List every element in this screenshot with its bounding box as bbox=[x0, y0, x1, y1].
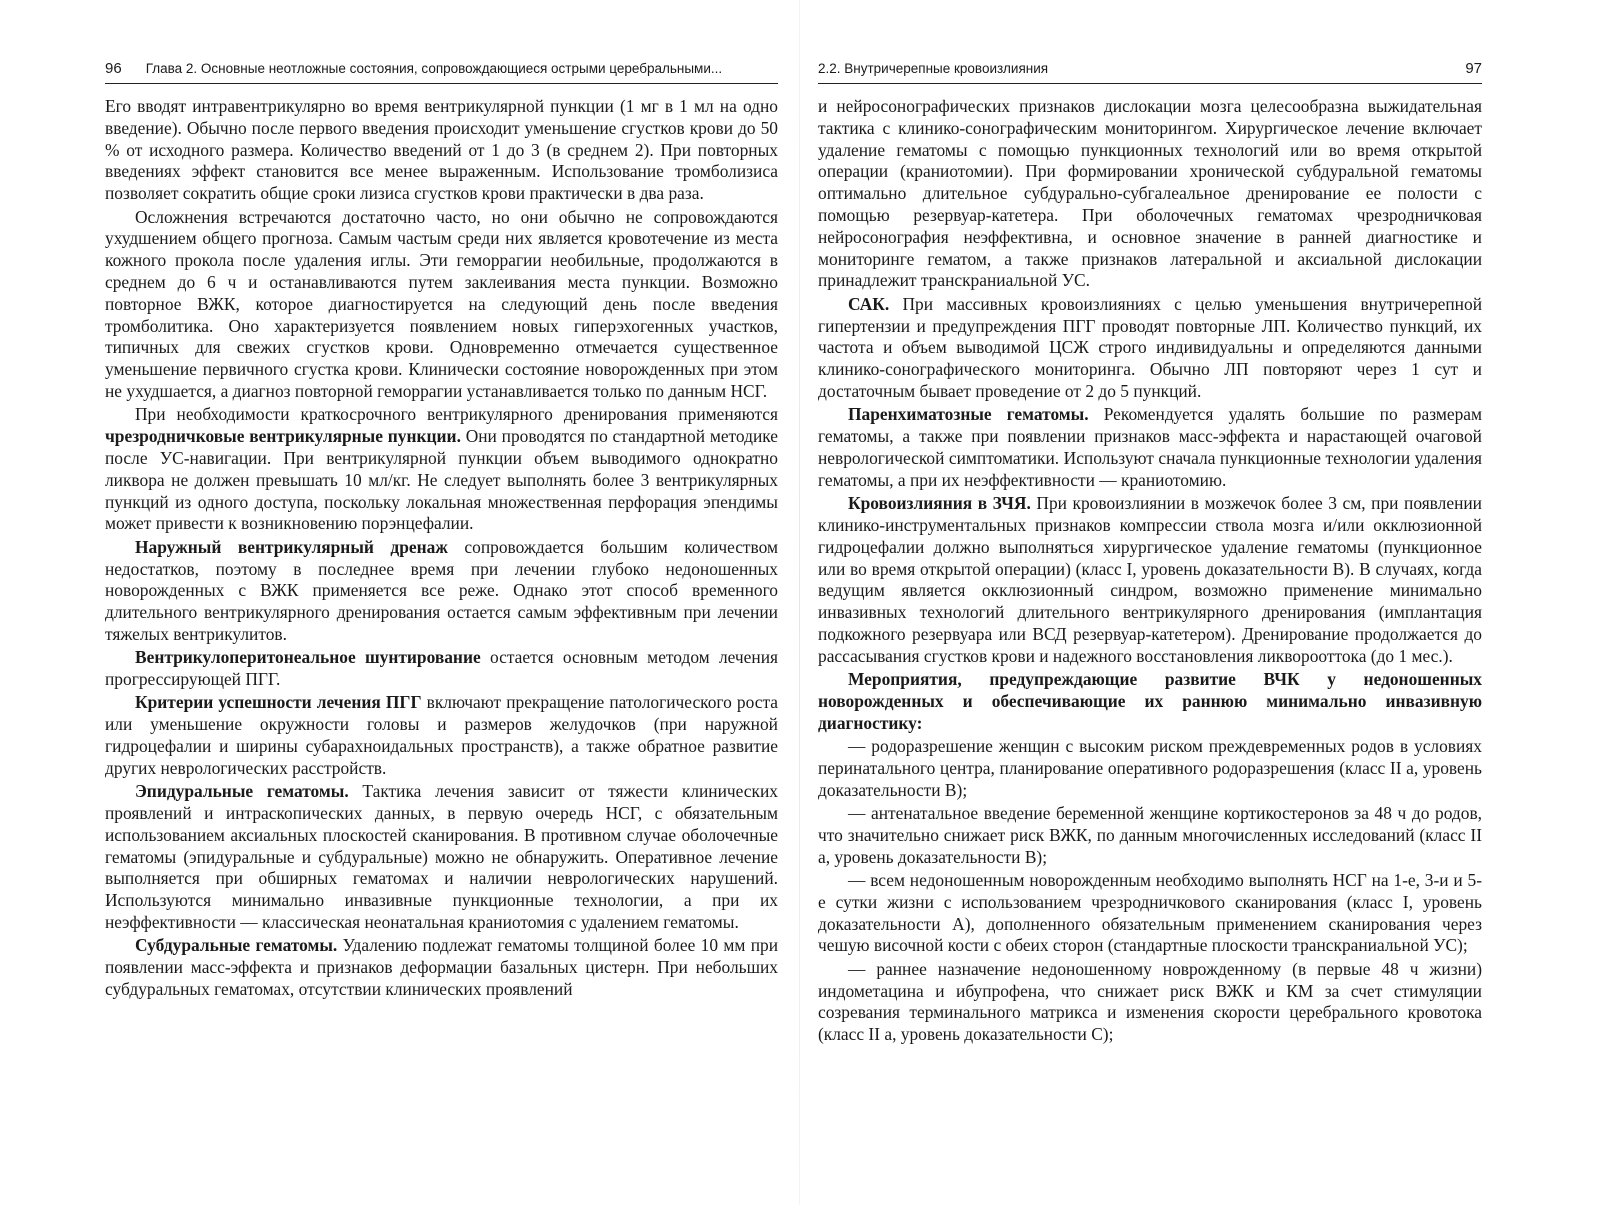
paragraph: Мероприятия, предупреждающие развитие ВЧК у недоношенных новорожденных и обеспечивающие их раннюю минимально инвазивную диагностику: bbox=[818, 669, 1482, 733]
right-page-header bbox=[818, 60, 1482, 84]
page-number: 96 bbox=[105, 60, 122, 77]
right-page bbox=[800, 0, 1600, 1205]
paragraph: При необходимости краткосрочного вентрикулярного дренирования применяются чрезродничковые вентрикулярные пункции. Они проводятся по стандартной методике после УС-навигации. При вентрикулярной пункции объем выводимого однократно ликвора не должен превышать 10 мл/кг. Не следует выполнять более 3 вентрикулярных пункций из одного доступа, поскольку локальная множественная перфорация эпендимы может привести к возникновению порэнцефалии. bbox=[105, 404, 778, 534]
left-page-body bbox=[105, 96, 778, 1001]
paragraph: Осложнения встречаются достаточно часто, но они обычно не сопровождаются ухудшением общего прогноза. Самым частым среди них является кровотечение из места кожного прокола после удаления иглы. Эти геморрагии необильные, продолжаются в среднем до 6 ч и останавливаются путем заклеивания места пункции. Возможно повторное ВЖК, которое диагностируется на следующий день после введения тромболитика. Оно характеризуется появлением новых гиперэхогенных участков, типичных для свежих сгустков крови. Одновременно отмечается существенное уменьшение первичного сгустка крови. Клинически состояние новорожденных при этом не ухудшается, а диагноз повторной геморрагии устанавливается только по данным НСГ. bbox=[105, 206, 778, 401]
list-item: — раннее назначение недоношенному новрожденному (в первые 48 ч жизни) индометацина и ибупрофена, что снижает риск ВЖК и КМ за счет стимуляции созревания терминального матрикса и изменения скорости церебрального кровотока (класс II а, уровень доказательности С); bbox=[818, 958, 1482, 1045]
running-head: Глава 2. Основные неотложные состояния, сопровождающиеся острыми церебральными... bbox=[145, 61, 723, 76]
running-head: 2.2. Внутричерепные кровоизлияния bbox=[818, 61, 1049, 76]
paragraph: Критерии успешности лечения ПГГ включают прекращение патологического роста или уменьшение окружности головы и размеров желудочков (при наружной гидроцефалии и ширины субарахноидальных пространств), а также обратное развитие других неврологических расстройств. bbox=[105, 692, 778, 778]
list-item: — антенатальное введение беременной женщине кортикостеронов за 48 ч до родов, что значительно снижает риск ВЖК, по данным многочисленных исследований (класс II а, уровень доказательности В); bbox=[818, 803, 1482, 867]
paragraph: Наружный вентрикулярный дренаж сопровождается большим количеством недостатков, поэтому в последнее время при лечении глубоко недоношенных новорожденных с ВЖК применяется все реже. Однако этот способ временного длительного вентрикулярного дренирования остается самым эффективным при лечении тяжелых вентрикулитов. bbox=[105, 536, 778, 644]
paragraph: и нейросонографических признаков дислокации мозга целесообразна выжидательная тактика с клинико-сонографическим мониторингом. Хирургическое лечение включает удаление гематомы с помощью пункционных технологий или во время открытой операции (краниотомии). При формировании хронической субдуральной гематомы оптимально длительное субдурально-субгалеальное дренирование ее полости с помощью резервуар-катетера. При оболочечных гематомах чрезродничковая нейросонография неэффективна, и основное значение в ранней диагностике и мониторинге гематом, а также признаков латеральной и аксиальной дислокации принадлежит транскраниальной УС. bbox=[818, 96, 1482, 291]
left-page-header bbox=[105, 60, 778, 84]
list-item: — всем недоношенным новорожденным необходимо выполнять НСГ на 1-е, 3-и и 5-е сутки жизни с использованием чрезродничкового сканирования (класс I, уровень доказательности А), дополненного обязательным применением сканирования через чешую височной кости с обеих сторон (стандартные плоскости транскраниальной УС); bbox=[818, 870, 1482, 956]
paragraph: Субдуральные гематомы. Удалению подлежат гематомы толщиной более 10 мм при появлении масс-эффекта и признаков деформации базальных цистерн. При небольших субдуральных гематомах, отсутствии клинических проявлений bbox=[105, 935, 778, 1000]
paragraph: Кровоизлияния в ЗЧЯ. При кровоизлиянии в мозжечок более 3 см, при появлении клинико-инструментальных признаков компрессии ствола мозга и/или окклюзионной гидроцефалии должно выполняться хирургическое удаление гематомы (пункционное или во время открытой операции) (класс I, уровень доказательности В). В случаях, когда ведущим является окклюзионный синдром, возможно применение минимально инвазивных технологий длительного вентрикулярного дренирования (имплантация подкожного резервуара или ВСД резервуар-катетером). Дренирование продолжается до рассасывания сгустков крови и надежного восстановления ликворооттока (до 1 мес.). bbox=[818, 493, 1482, 666]
paragraph: Его вводят интравентрикулярно во время вентрикулярной пункции (1 мг в 1 мл на одно введение). Обычно после первого введения происходит уменьшение сгустков крови до 50 % от исходного размера. Количество введений от 1 до 3 (в среднем 2). При повторных введениях эффект становится все менее выраженным. Использование тромболизиса позволяет сократить общие сроки лизиса сгустков крови практически в два раза. bbox=[105, 96, 778, 204]
paragraph: Паренхиматозные гематомы. Рекомендуется удалять большие по размерам гематомы, а также при появлении признаков масс-эффекта и нарастающей очаговой неврологической симптоматики. Используют сначала пункционные технологии удаления гематомы, а при их неэффективности — краниотомию. bbox=[818, 404, 1482, 490]
list-item: — родоразрешение женщин с высоким риском преждевременных родов в условиях перинатального центра, планирование оперативного родоразрешения (класс II а, уровень доказательности В); bbox=[818, 736, 1482, 800]
paragraph: Эпидуральные гематомы. Тактика лечения зависит от тяжести клинических проявлений и интраскопических данных, в первую очередь НСГ, с обязательным использованием аксиальных плоскостей сканирования. В противном случае оболочечные гематомы (эпидуральные и субдуральные) можно не обнаружить. Оперативное лечение выполняется при обширных гематомах и наличии неврологических нарушений. Используются минимально инвазивные пункционные технологии, а при их неэффективности — классическая неонатальная краниотомия с удалением гематомы. bbox=[105, 781, 778, 933]
paragraph: Вентрикулоперитонеальное шунтирование остается основным методом лечения прогрессирующей ПГГ. bbox=[105, 647, 778, 690]
right-page-body bbox=[818, 96, 1482, 1046]
page-number: 97 bbox=[1465, 60, 1482, 77]
paragraph: САК. При массивных кровоизлияниях с целью уменьшения внутричерепной гипертензии и предупреждения ПГГ проводят повторные ЛП. Количество пункций, их частота и объем выводимой ЦСЖ строго индивидуальны и определяются данными клинико-сонографического мониторинга. Обычно ЛП повторяют через 1 сут и достаточным бывает проведение от 2 до 5 пункций. bbox=[818, 293, 1482, 401]
